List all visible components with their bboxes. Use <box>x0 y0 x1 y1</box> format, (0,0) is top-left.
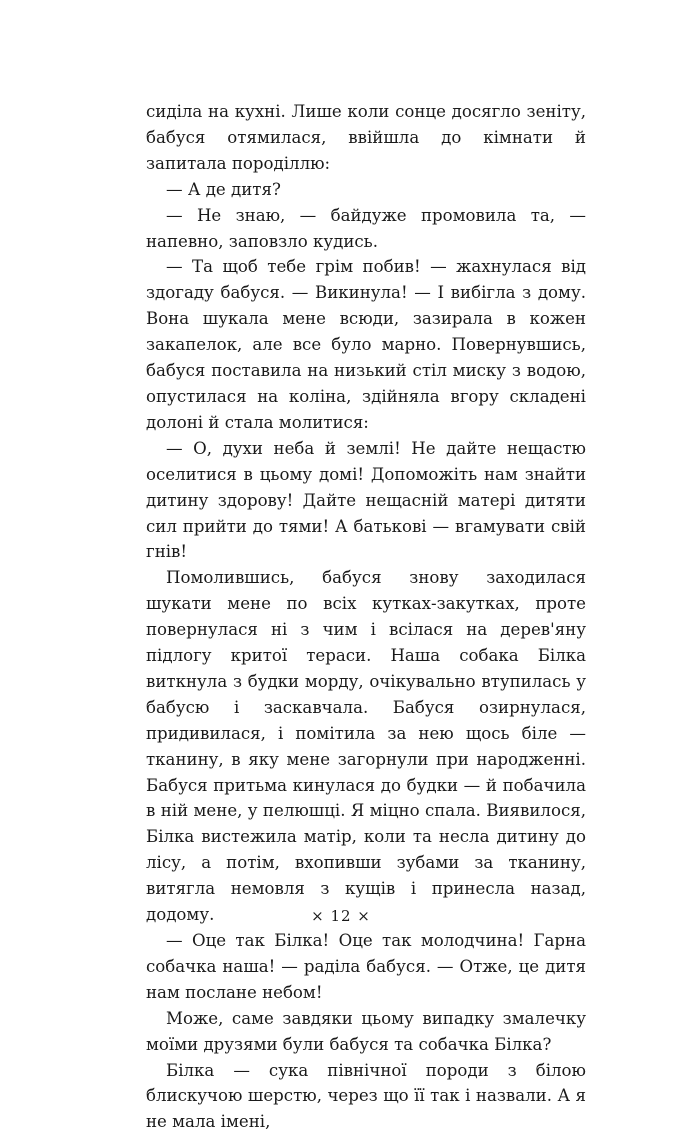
paragraph: Бiлка — сука пiвнiчної породи з бiлою блискучою шерстю, через що її так i назвали. А я не мала iменi, <box>146 1060 586 1132</box>
paragraph: Помолившись, бабуся знову заходилася шукати мене по всiх кутках-закутках, проте повернулася нi з чим i всiлася на дерев'яну пiдлогу критої тераси. Наша собака Бiлка виткнула з будки морду, очiкувально втупилась у бабусю i заскавчала. Бабуся озирнулася, придивилася, i помiтила за нею щось бiле — тканину, в яку мене загорнули при народженнi. Бабуся притьма кинулася до будки — й побачила в нiй мене, у пелюшцi. Я мiцно спала. Виявилося, Бiлка вистежила матiр, коли та несла дитину до лiсу, а потiм, вхопивши зубами за тканину, витягла немовля з кущiв i принесла назад, додому. <box>146 568 586 925</box>
body-text <box>146 99 586 1135</box>
paragraph: — А де дитя? <box>166 179 281 199</box>
paragraph: сидiла на кухнi. Лише коли сонце досягло зенiту, бабуся отямилася, ввiйшла до кiмнати й запитала породiллю: <box>146 102 586 173</box>
paragraph: Може, саме завдяки цьому випадку змалечку моїми друзями були бабуся та собачка Бiлка? <box>146 1008 586 1054</box>
paragraph: — Оце так Бiлка! Оце так молодчина! Гарна собачка наша! — радiла бабуся. — Отже, це дитя нам послане небом! <box>146 931 586 1002</box>
paragraph: — О, духи неба й землi! Не дайте нещастю оселитися в цьому домi! Допоможiть нам знайти дитину здорову! Дайте нещаснiй матерi дитяти сил прийти до тями! А батьковi — вгамувати свiй гнiв! <box>146 438 586 562</box>
paragraph: — Не знаю, — байдуже промовила та, — напевно, заповзло кудись. <box>146 205 586 251</box>
paragraph: — Та щоб тебе грiм побив! — жахнулася вiд здогаду бабуся. — Викинула! — I вибiгла з дому. Вона шукала мене всюди, зазирала в кожен закапелок, але все було марно. Повернувшись, бабуся поставила на низький стiл миску з водою, опустилася на колiна, здiйняла вгору складенi долонi й стала молитися: <box>146 257 586 432</box>
page-number: × 12 × <box>311 907 371 925</box>
